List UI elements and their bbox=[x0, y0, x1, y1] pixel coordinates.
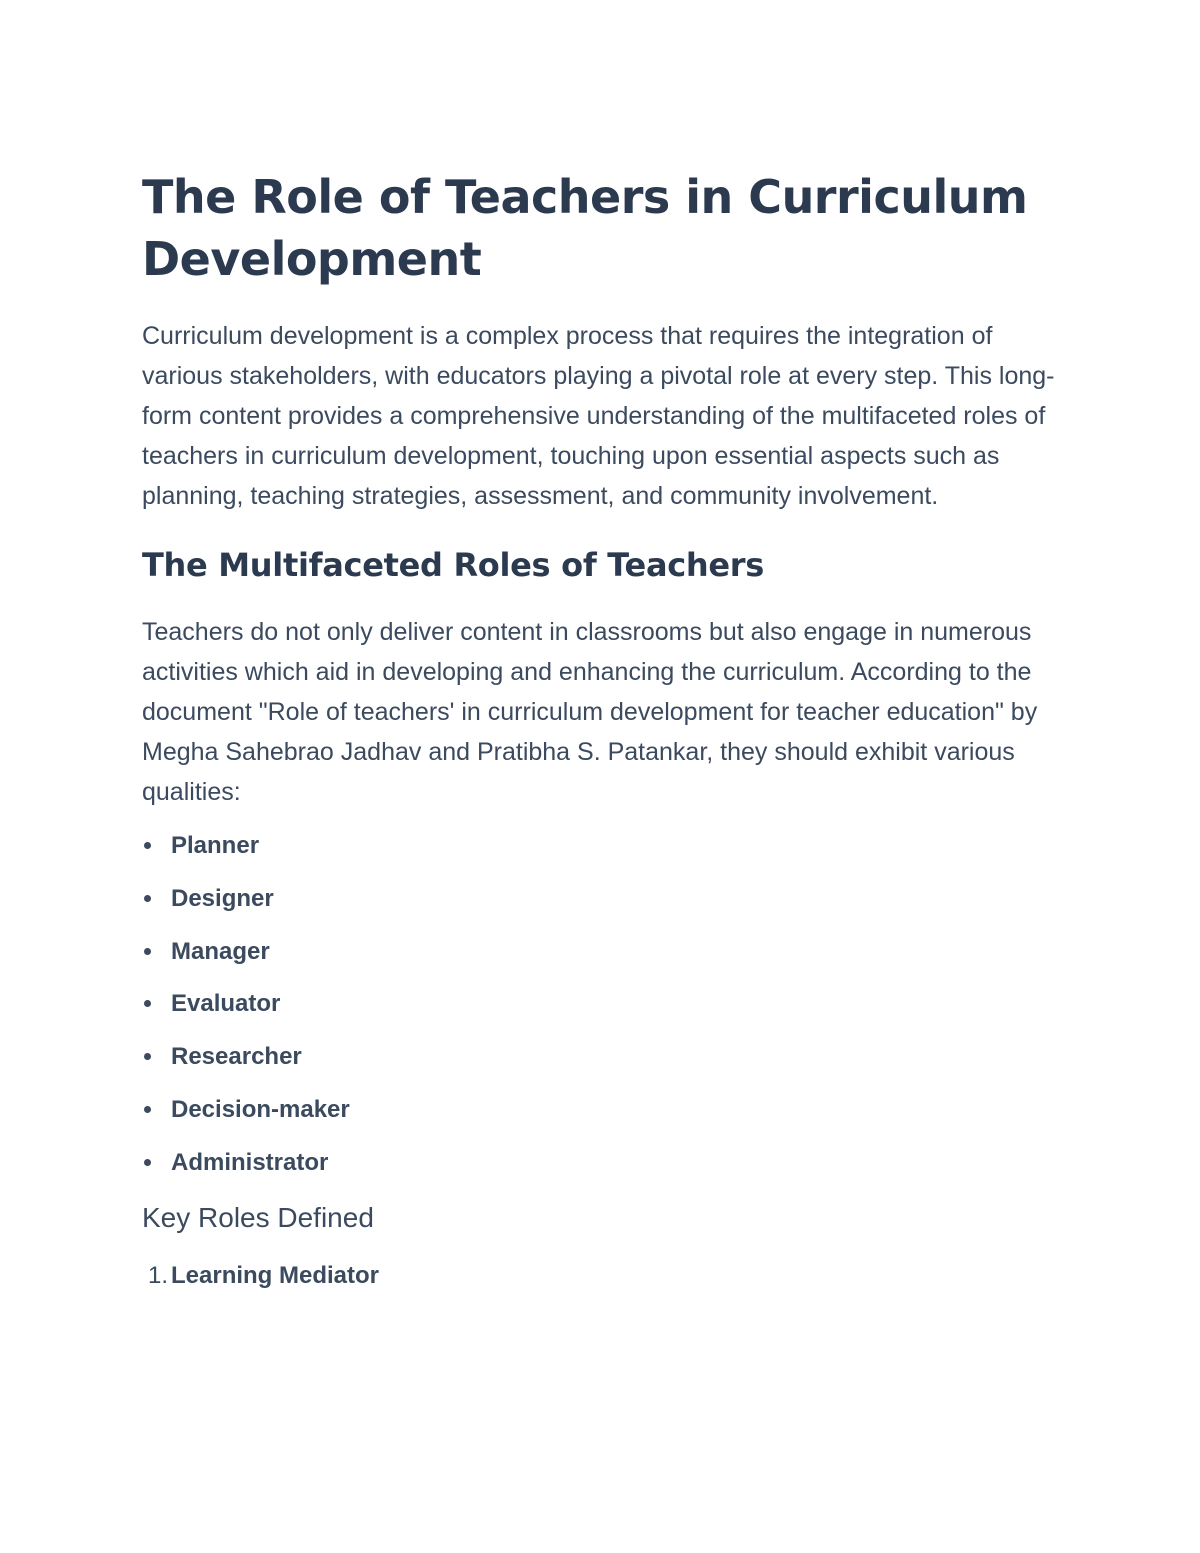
list-item bbox=[142, 984, 1062, 1037]
role-label: Decision-maker bbox=[171, 1095, 350, 1123]
bullet-icon bbox=[144, 1053, 151, 1060]
bullet-icon bbox=[144, 842, 151, 849]
section-heading-multifaceted-roles: The Multifaceted Roles of Teachers bbox=[142, 546, 765, 584]
list-item bbox=[142, 932, 1062, 985]
intro-paragraph: Curriculum development is a complex process that requires the integration of various stakeholders, with educators playing a pivotal role at every step. This long-form content provides a comprehensive understanding of the multifaceted roles of teachers in curriculum development, touching upon essential aspects such as planning, teaching strategies, assessment, and community involvement. bbox=[142, 322, 1055, 510]
bullet-icon bbox=[144, 1159, 151, 1166]
role-label: Administrator bbox=[171, 1148, 329, 1176]
bullet-icon bbox=[144, 948, 151, 955]
bullet-icon bbox=[144, 1000, 151, 1007]
section-heading-key-roles: Key Roles Defined bbox=[142, 1201, 374, 1233]
list-item bbox=[142, 1037, 1062, 1090]
list-item bbox=[142, 1256, 1062, 1296]
list-number: 1. bbox=[148, 1261, 169, 1289]
role-label: Manager bbox=[171, 937, 270, 965]
key-roles-list bbox=[142, 1256, 1062, 1296]
roles-paragraph: Teachers do not only deliver content in classrooms but also engage in numerous activities which aid in developing and enhancing the curriculum. According to the document "Role of teachers' in curriculum development for teacher education" by Megha Sahebrao Jadhav and Pratibha S. Patankar, they should exhibit various qualities: bbox=[142, 618, 1038, 806]
key-role-label: Learning Mediator bbox=[171, 1261, 380, 1289]
role-label: Designer bbox=[171, 884, 274, 912]
document-page bbox=[142, 166, 1062, 1296]
list-item bbox=[142, 1143, 1062, 1196]
roles-list bbox=[142, 826, 1062, 1196]
role-label: Planner bbox=[171, 832, 260, 859]
list-item bbox=[142, 879, 1062, 932]
bullet-icon bbox=[144, 1106, 151, 1113]
bullet-icon bbox=[144, 895, 151, 902]
list-item bbox=[142, 826, 1062, 879]
role-label: Evaluator bbox=[171, 990, 281, 1018]
list-item bbox=[142, 1090, 1062, 1143]
document-title: The Role of Teachers in Curriculum Development bbox=[142, 170, 1028, 286]
role-label: Researcher bbox=[171, 1043, 302, 1071]
